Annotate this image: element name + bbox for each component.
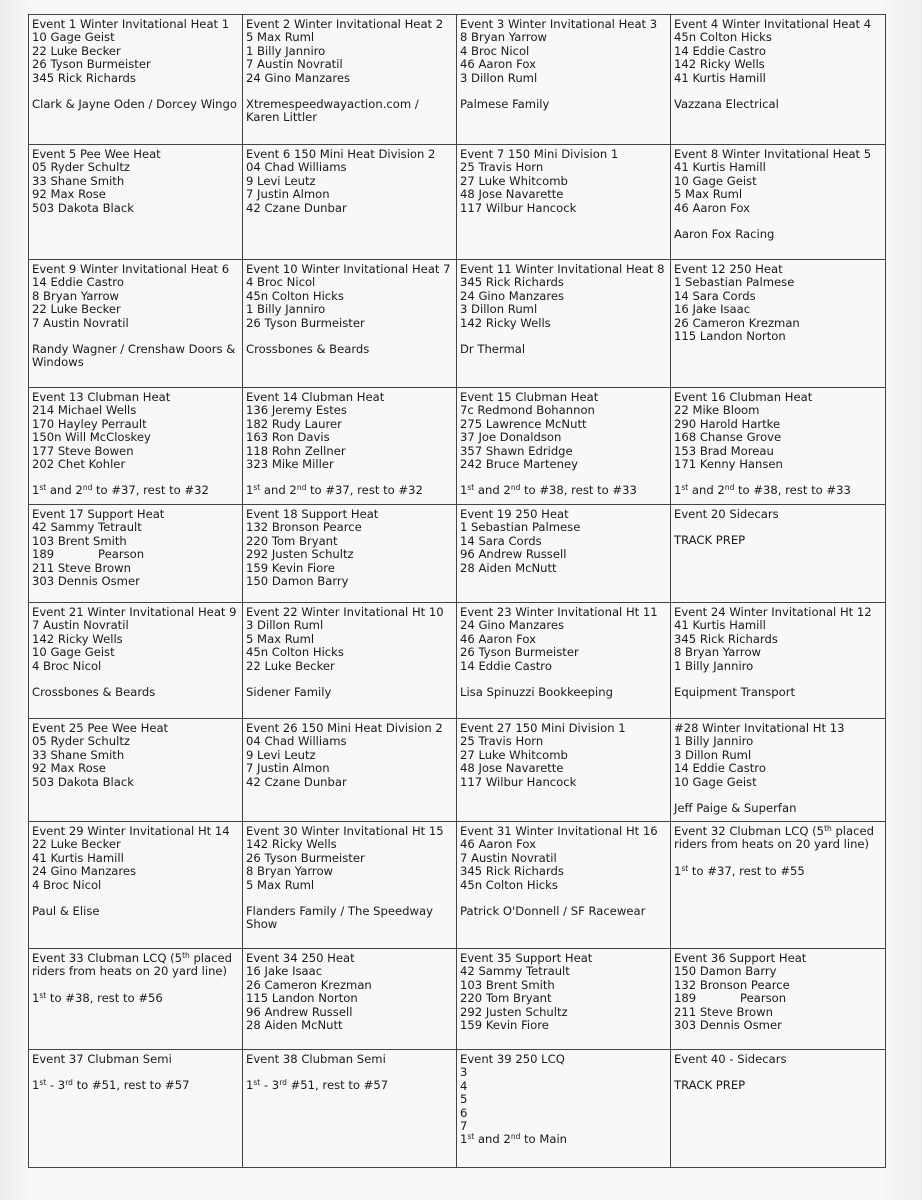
rider-line: 8 Bryan Yarrow (460, 30, 548, 45)
rider-line: 45n Colton Hicks (246, 288, 344, 303)
event-cell (457, 388, 671, 505)
rider-line: 115 Landon Norton (246, 991, 358, 1006)
grid-row (29, 1050, 886, 1168)
event-title: Event 3 Winter Invitational Heat 3 (460, 17, 658, 31)
rider-line: 3 (460, 1065, 468, 1080)
event-cell (457, 505, 671, 603)
grid-row (29, 719, 886, 822)
rider-line: 92 Max Rose (32, 187, 106, 202)
rider-line: 96 Andrew Russell (246, 1004, 353, 1019)
event-cell (671, 388, 886, 505)
rider-line: 26 Tyson Burmeister (460, 645, 579, 660)
event-title: Event 34 250 Heat (246, 951, 355, 965)
grid-row (29, 388, 886, 505)
rider-line: 292 Justen Schultz (460, 1004, 568, 1019)
rider-line: 345 Rick Richards (460, 275, 564, 290)
event-cell (457, 15, 671, 145)
rider-line: 242 Bruce Marteney (460, 457, 578, 472)
event-title: Event 31 Winter Invitational Ht 16 (460, 824, 658, 838)
rider-line: 25 Travis Horn (460, 734, 544, 749)
event-cell (457, 822, 671, 949)
event-title: Event 7 150 Mini Division 1 (460, 147, 619, 161)
sponsor-text: Equipment Transport (674, 685, 796, 700)
grid-row (29, 15, 886, 145)
rider-line: 41 Kurtis Hamill (674, 160, 766, 175)
event-title: Event 33 Clubman LCQ (5th placed riders from heats on 20 yard line) (32, 951, 233, 979)
rider-line: 7 Austin Novratil (32, 618, 129, 633)
event-title: Event 11 Winter Invitational Heat 8 (460, 262, 665, 276)
event-cell (29, 15, 243, 145)
rider-line: 1 Billy Janniro (246, 302, 326, 317)
sponsor-text: Sidener Family (246, 685, 332, 700)
rider-line: 142 Ricky Wells (460, 315, 551, 330)
rider-line: 117 Wilbur Hancock (460, 200, 577, 215)
rider-line: 303 Dennis Osmer (32, 574, 140, 589)
sponsor-text: Palmese Family (460, 97, 550, 112)
rider-line: 22 Luke Becker (32, 302, 121, 317)
rider-line: 3 Dillon Ruml (460, 302, 538, 317)
rider-line: 136 Jeremy Estes (246, 403, 347, 418)
rider-line: 26 Tyson Burmeister (246, 315, 365, 330)
rider-line: 153 Brad Moreau (674, 443, 774, 458)
event-title: Event 26 150 Mini Heat Division 2 (246, 721, 443, 735)
event-cell (671, 1050, 886, 1168)
event-title: Event 17 Support Heat (32, 507, 165, 521)
rider-line: 1 Billy Janniro (674, 658, 754, 673)
event-title: Event 38 Clubman Semi (246, 1052, 386, 1066)
rider-line: 96 Andrew Russell (460, 547, 567, 562)
rider-line: 27 Luke Whitcomb (460, 173, 568, 188)
rider-line: 1 Billy Janniro (246, 43, 326, 58)
event-cell (29, 505, 243, 603)
event-cell (243, 505, 457, 603)
event-cell (243, 603, 457, 719)
rider-line: 132 Bronson Pearce (674, 977, 790, 992)
advance-rule: 1st and 2nd to #38, rest to #33 (674, 483, 851, 498)
event-title: Event 16 Clubman Heat (674, 390, 813, 404)
rider-line: 163 Ron Davis (246, 430, 330, 445)
rider-line: 7 Austin Novratil (32, 315, 129, 330)
rider-line: 41 Kurtis Hamill (674, 618, 766, 633)
rider-line: 26 Tyson Burmeister (32, 57, 151, 72)
rider-line: 14 Sara Cords (460, 533, 542, 548)
rider-line: 503 Dakota Black (32, 774, 134, 789)
sponsor-text: Lisa Spinuzzi Bookkeeping (460, 685, 613, 700)
event-cell (457, 719, 671, 822)
event-title: Event 23 Winter Invitational Ht 11 (460, 605, 658, 619)
rider-line: 24 Gino Manzares (32, 864, 137, 879)
rider-line: 22 Mike Bloom (674, 403, 760, 418)
event-cell (243, 15, 457, 145)
rider-line: 4 Broc Nicol (246, 275, 316, 290)
event-title: Event 9 Winter Invitational Heat 6 (32, 262, 230, 276)
sponsor-text: Paul & Elise (32, 904, 100, 919)
rider-line: 45n Colton Hicks (674, 30, 772, 45)
rider-line: 46 Aaron Fox (674, 200, 750, 215)
grid-row (29, 822, 886, 949)
event-cell (457, 145, 671, 260)
rider-line: 14 Eddie Castro (460, 658, 552, 673)
event-title: Event 32 Clubman LCQ (5th placed riders from heats on 20 yard line) (674, 824, 875, 852)
rider-line: 46 Aaron Fox (460, 631, 536, 646)
rider-line: 22 Luke Becker (32, 43, 121, 58)
rider-line: 48 Jose Navarette (460, 761, 564, 776)
rider-line: 220 Tom Bryant (460, 991, 552, 1006)
rider-line: 150 Damon Barry (246, 574, 349, 589)
rider-line: 7 Justin Almon (246, 187, 330, 202)
rider-line: 159 Kevin Fiore (246, 560, 335, 575)
rider-line: 42 Sammy Tetrault (32, 520, 142, 535)
event-cell (671, 603, 886, 719)
rider-line: 14 Eddie Castro (674, 761, 766, 776)
event-title: Event 4 Winter Invitational Heat 4 (674, 17, 872, 31)
rider-line: 345 Rick Richards (460, 864, 564, 879)
event-title: Event 39 250 LCQ (460, 1052, 565, 1066)
rider-line: 159 Kevin Fiore (460, 1018, 549, 1033)
sponsor-text: Aaron Fox Racing (674, 227, 775, 242)
rider-line: 6 (460, 1105, 468, 1120)
rider-line: 1 Sebastian Palmese (460, 520, 581, 535)
event-title: Event 27 150 Mini Division 1 (460, 721, 626, 735)
event-cell (671, 505, 886, 603)
rider-line: 04 Chad Williams (246, 160, 347, 175)
sponsor-text: Vazzana Electrical (674, 97, 779, 112)
rider-line: 177 Steve Bowen (32, 443, 134, 458)
rider-line: 10 Gage Geist (32, 645, 115, 660)
advance-rule: 1st to #37, rest to #55 (674, 863, 805, 878)
rider-line: 290 Harold Hartke (674, 416, 781, 431)
event-title: Event 37 Clubman Semi (32, 1052, 172, 1066)
event-cell (243, 719, 457, 822)
rider-line: 142 Ricky Wells (246, 837, 337, 852)
event-title: Event 2 Winter Invitational Heat 2 (246, 17, 444, 31)
event-cell (671, 15, 886, 145)
rider-line: 33 Shane Smith (32, 173, 125, 188)
rider-line: 28 Aiden McNutt (460, 560, 557, 575)
rider-line: 27 Luke Whitcomb (460, 747, 568, 762)
rider-line: 26 Cameron Krezman (674, 315, 800, 330)
rider-line: 9 Levi Leutz (246, 173, 316, 188)
rider-line: 150n Will McCloskey (32, 430, 151, 445)
advance-rule: 1st to #38, rest to #56 (32, 990, 163, 1005)
event-title: Event 30 Winter Invitational Ht 15 (246, 824, 444, 838)
grid-row (29, 949, 886, 1050)
event-cell (29, 145, 243, 260)
event-title: #28 Winter Invitational Ht 13 (674, 721, 845, 735)
event-cell (29, 388, 243, 505)
rider-line: 46 Aaron Fox (460, 837, 536, 852)
rider-line: 26 Cameron Krezman (246, 977, 372, 992)
event-cell (243, 388, 457, 505)
event-title: Event 29 Winter Invitational Ht 14 (32, 824, 230, 838)
rider-line: 117 Wilbur Hancock (460, 774, 577, 789)
rider-line: 46 Aaron Fox (460, 57, 536, 72)
rider-line: 323 Mike Miller (246, 457, 334, 472)
sponsor-text: Xtremespeedwayaction.com / Karen Littler (246, 97, 419, 125)
rider-line: 211 Steve Brown (32, 560, 131, 575)
rider-line: 5 Max Ruml (246, 631, 315, 646)
rider-line: 103 Brent Smith (32, 533, 127, 548)
rider-line: 10 Gage Geist (32, 30, 115, 45)
rider-line: 345 Rick Richards (674, 631, 778, 646)
rider-line: 22 Luke Becker (246, 658, 335, 673)
rider-line: 5 Max Ruml (246, 30, 315, 45)
event-cell (243, 822, 457, 949)
event-cell (457, 260, 671, 388)
event-title: Event 20 Sidecars (674, 507, 779, 521)
rider-line: 26 Tyson Burmeister (246, 850, 365, 865)
sponsor-text: Flanders Family / The Speedway Show (246, 904, 433, 932)
rider-line: 37 Joe Donaldson (460, 430, 562, 445)
event-cell (243, 260, 457, 388)
rider-line: 14 Eddie Castro (32, 275, 124, 290)
rider-line: 211 Steve Brown (674, 1004, 773, 1019)
event-cell (243, 145, 457, 260)
rider-line: 7 Austin Novratil (460, 850, 557, 865)
rider-line: 115 Landon Norton (674, 329, 786, 344)
event-grid (28, 14, 886, 1168)
event-cell (671, 949, 886, 1050)
event-title: Event 12 250 Heat (674, 262, 783, 276)
rider-line: 7 Austin Novratil (246, 57, 343, 72)
event-cell (29, 949, 243, 1050)
rider-line: 42 Czane Dunbar (246, 200, 347, 215)
rider-line: 7c Redmond Bohannon (460, 403, 595, 418)
event-title: Event 13 Clubman Heat (32, 390, 171, 404)
rider-line: 168 Chanse Grove (674, 430, 782, 445)
rider-line: 118 Rohn Zellner (246, 443, 346, 458)
event-title: Event 15 Clubman Heat (460, 390, 599, 404)
rider-line: 24 Gino Manzares (246, 70, 351, 85)
advance-rule: 1st and 2nd to Main (460, 1132, 568, 1147)
rider-line: 7 Justin Almon (246, 761, 330, 776)
rider-line: 16 Jake Isaac (246, 964, 323, 979)
event-title: Event 19 250 Heat (460, 507, 569, 521)
event-cell (671, 145, 886, 260)
rider-line: 4 Broc Nicol (460, 43, 530, 58)
rider-line: 150 Damon Barry (674, 964, 777, 979)
rider-line: 220 Tom Bryant (246, 533, 338, 548)
event-title: Event 8 Winter Invitational Heat 5 (674, 147, 872, 161)
event-title: Event 22 Winter Invitational Ht 10 (246, 605, 444, 619)
event-title: Event 18 Support Heat (246, 507, 379, 521)
grid-row (29, 603, 886, 719)
rider-line: 8 Bryan Yarrow (674, 645, 762, 660)
rider-line: 24 Gino Manzares (460, 618, 565, 633)
sponsor-text: Crossbones & Beards (32, 685, 156, 700)
rider-line: 5 (460, 1092, 468, 1107)
event-cell (457, 949, 671, 1050)
rider-line: 292 Justen Schultz (246, 547, 354, 562)
event-cell (457, 1050, 671, 1168)
grid-row (29, 505, 886, 603)
rider-line: 170 Hayley Perrault (32, 416, 147, 431)
event-title: Event 25 Pee Wee Heat (32, 721, 169, 735)
event-cell (29, 603, 243, 719)
sponsor-text: Dr Thermal (460, 342, 526, 357)
rider-line: 3 Dillon Ruml (674, 747, 752, 762)
rider-line: 3 Dillon Ruml (246, 618, 324, 633)
track-prep-label: TRACK PREP (674, 1078, 746, 1093)
rider-line: 4 Broc Nicol (32, 658, 102, 673)
event-title: Event 6 150 Mini Heat Division 2 (246, 147, 436, 161)
event-cell (243, 1050, 457, 1168)
rider-line: 4 (460, 1078, 468, 1093)
rider-line: 45n Colton Hicks (460, 877, 558, 892)
rider-line: 357 Shawn Edridge (460, 443, 573, 458)
rider-line: 202 Chet Kohler (32, 457, 126, 472)
event-cell (671, 719, 886, 822)
rider-line: 5 Max Ruml (246, 877, 315, 892)
rider-line: 41 Kurtis Hamill (32, 850, 124, 865)
grid-row (29, 145, 886, 260)
rider-line: 14 Sara Cords (674, 288, 756, 303)
rider-line: 275 Lawrence McNutt (460, 416, 587, 431)
rider-line: 14 Eddie Castro (674, 43, 766, 58)
rider-line: 24 Gino Manzares (460, 288, 565, 303)
rider-line: 42 Czane Dunbar (246, 774, 347, 789)
advance-rule: 1st - 3rd #51, rest to #57 (246, 1078, 389, 1093)
rider-line: 92 Max Rose (32, 761, 106, 776)
rider-line: 4 Broc Nicol (32, 877, 102, 892)
rider-line: 05 Ryder Schultz (32, 734, 130, 749)
advance-rule: 1st and 2nd to #37, rest to #32 (246, 483, 423, 498)
event-cell (243, 949, 457, 1050)
rider-line: 1 Sebastian Palmese (674, 275, 795, 290)
rider-line: 3 Dillon Ruml (460, 70, 538, 85)
event-cell (29, 1050, 243, 1168)
event-cell (671, 822, 886, 949)
rider-line: 103 Brent Smith (460, 977, 555, 992)
event-title: Event 40 - Sidecars (674, 1052, 787, 1066)
rider-line: 8 Bryan Yarrow (246, 864, 334, 879)
rider-line: 48 Jose Navarette (460, 187, 564, 202)
event-title: Event 10 Winter Invitational Heat 7 (246, 262, 451, 276)
rider-line: 28 Aiden McNutt (246, 1018, 343, 1033)
sponsor-text: Crossbones & Beards (246, 342, 370, 357)
sponsor-text: Randy Wagner / Crenshaw Doors & Windows (32, 342, 236, 370)
advance-rule: 1st - 3rd to #51, rest to #57 (32, 1078, 190, 1093)
event-title: Event 36 Support Heat (674, 951, 807, 965)
rider-line: 132 Bronson Pearce (246, 520, 362, 535)
rider-line: 345 Rick Richards (32, 70, 136, 85)
rider-line: 303 Dennis Osmer (674, 1018, 782, 1033)
rider-line: 25 Travis Horn (460, 160, 544, 175)
event-cell (671, 260, 886, 388)
rider-line: 42 Sammy Tetrault (460, 964, 570, 979)
rider-line: 142 Ricky Wells (32, 631, 123, 646)
rider-line: 189 Pearson (674, 991, 787, 1006)
rider-line: 7 (460, 1119, 468, 1134)
rider-line: 22 Luke Becker (32, 837, 121, 852)
rider-line: 214 Michael Wells (32, 403, 137, 418)
sponsor-text: Jeff Paige & Superfan (674, 801, 797, 816)
rider-line: 1 Billy Janniro (674, 734, 754, 749)
event-cell (457, 603, 671, 719)
advance-rule: 1st and 2nd to #37, rest to #32 (32, 483, 209, 498)
rider-line: 16 Jake Isaac (674, 302, 751, 317)
event-title: Event 1 Winter Invitational Heat 1 (32, 17, 230, 31)
track-prep-label: TRACK PREP (674, 533, 746, 548)
event-title: Event 14 Clubman Heat (246, 390, 385, 404)
sponsor-text: Patrick O'Donnell / SF Racewear (460, 904, 646, 919)
grid-row (29, 260, 886, 388)
event-title: Event 35 Support Heat (460, 951, 593, 965)
rider-line: 142 Ricky Wells (674, 57, 765, 72)
event-cell (29, 260, 243, 388)
event-title: Event 21 Winter Invitational Heat 9 (32, 605, 237, 619)
advance-rule: 1st and 2nd to #38, rest to #33 (460, 483, 637, 498)
rider-line: 9 Levi Leutz (246, 747, 316, 762)
rider-line: 10 Gage Geist (674, 173, 757, 188)
rider-line: 5 Max Ruml (674, 187, 743, 202)
rider-line: 189 Pearson (32, 547, 145, 562)
rider-line: 04 Chad Williams (246, 734, 347, 749)
rider-line: 182 Rudy Laurer (246, 416, 342, 431)
event-title: Event 24 Winter Invitational Ht 12 (674, 605, 872, 619)
rider-line: 41 Kurtis Hamill (674, 70, 766, 85)
rider-line: 171 Kenny Hansen (674, 457, 783, 472)
rider-line: 10 Gage Geist (674, 774, 757, 789)
sponsor-text: Clark & Jayne Oden / Dorcey Wingo (32, 97, 237, 112)
event-title: Event 5 Pee Wee Heat (32, 147, 161, 161)
rider-line: 45n Colton Hicks (246, 645, 344, 660)
event-cell (29, 822, 243, 949)
rider-line: 8 Bryan Yarrow (32, 288, 120, 303)
event-cell (29, 719, 243, 822)
rider-line: 05 Ryder Schultz (32, 160, 130, 175)
rider-line: 33 Shane Smith (32, 747, 125, 762)
rider-line: 503 Dakota Black (32, 200, 134, 215)
